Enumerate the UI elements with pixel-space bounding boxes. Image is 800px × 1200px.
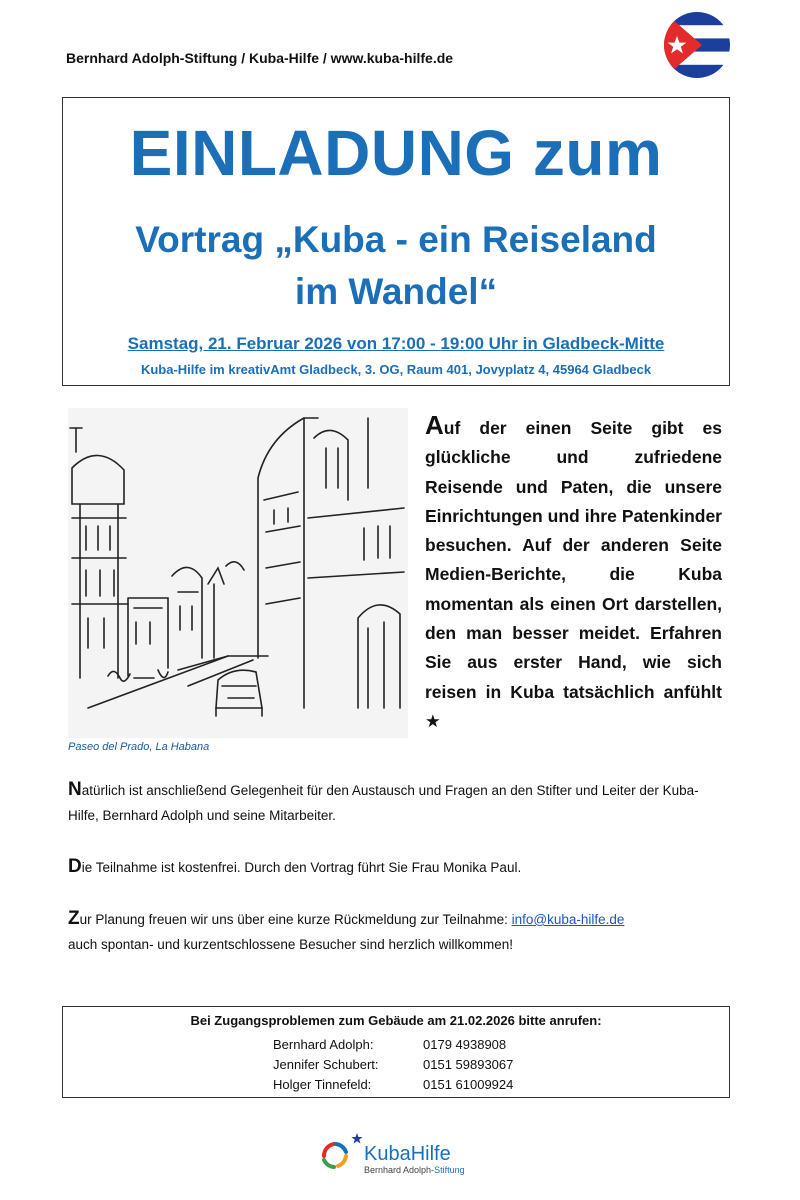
logo-wordmark: KubaHilfe <box>364 1143 451 1165</box>
logo-star-icon <box>351 1133 362 1144</box>
paragraph-exchange <box>68 778 728 828</box>
paragraph-rsvp-text-2: auch spontan- und kurzentschlossene Besucher sind herzlich willkommen! <box>68 937 513 952</box>
email-link[interactable]: info@kuba-hilfe.de <box>511 912 625 927</box>
paragraph-participation <box>68 855 728 880</box>
contact-heading: Bei Zugangsproblemen zum Gebäude am 21.02.2026 bitte anrufen: <box>190 1013 602 1028</box>
organization-header: Bernhard Adolph-Stiftung / Kuba-Hilfe / www.kuba-hilfe.de <box>66 50 454 66</box>
paragraph-rsvp-text: ur Planung freuen wir uns über eine kurze Rückmeldung zur Teilnahme: <box>79 912 512 927</box>
paragraph-rsvp <box>68 907 728 957</box>
intro-paragraph <box>425 410 722 736</box>
intro-drop-cap: A <box>425 410 444 440</box>
contact-name: Jennifer Schubert: <box>273 1057 379 1072</box>
intro-text: uf der einen Seite gibt es glückliche und zufriedene Reisende und Paten, die unsere Einrichtungen und ihre Patenkinder besuchen. Auf der anderen Seite Medien-Berichte, die Kuba momentan als einen Ort darstellen, den man besser meidet. Erfahren Sie aus erster Hand, wie sich reisen in Kuba tatsächlich anfühlt ★ <box>425 418 722 731</box>
drop-cap-n: N <box>68 779 82 800</box>
lecture-title <box>63 214 729 318</box>
contact-phone: 0151 61009924 <box>423 1077 514 1092</box>
drop-cap-d: D <box>68 856 82 877</box>
invitation-heading: EINLADUNG zum <box>129 117 663 189</box>
street-sketch-image <box>68 408 408 738</box>
lecture-title-line-2: im Wandel“ <box>294 271 498 312</box>
image-caption: Paseo del Prado, La Habana <box>68 741 210 753</box>
contact-phone: 0151 59893067 <box>423 1057 514 1072</box>
logo-ring-icon <box>324 1144 346 1167</box>
event-venue: Kuba-Hilfe im kreativAmt Gladbeck, 3. OG, Raum 401, Jovyplatz 4, 45964 Gladbeck <box>140 362 652 377</box>
paragraph-exchange-text: atürlich ist anschließend Gelegenheit für den Austausch und Fragen an den Stifter und Leiter der Kuba-Hilfe, Bernhard Adolph und seine Mitarbeiter. <box>68 783 699 823</box>
paragraph-participation-text: ie Teilnahme ist kostenfrei. Durch den Vortrag führt Sie Frau Monika Paul. <box>81 860 522 875</box>
event-date: Samstag, 21. Februar 2026 von 17:00 - 19:00 Uhr in Gladbeck-Mitte <box>127 334 665 353</box>
lecture-title-line-1: Vortrag „Kuba - ein Reiseland <box>135 219 657 260</box>
drop-cap-z: Z <box>68 908 80 929</box>
kubahilfe-logo <box>316 1130 486 1180</box>
logo-subtitle: Bernhard Adolph-Stiftung <box>364 1165 465 1175</box>
contact-name: Bernhard Adolph: <box>273 1037 374 1052</box>
cuba-flag-icon <box>664 12 730 78</box>
contact-box <box>62 1006 730 1098</box>
contact-name: Holger Tinnefeld: <box>273 1077 372 1092</box>
invitation-title-box <box>62 97 730 386</box>
contact-phone: 0179 4938908 <box>423 1037 507 1052</box>
